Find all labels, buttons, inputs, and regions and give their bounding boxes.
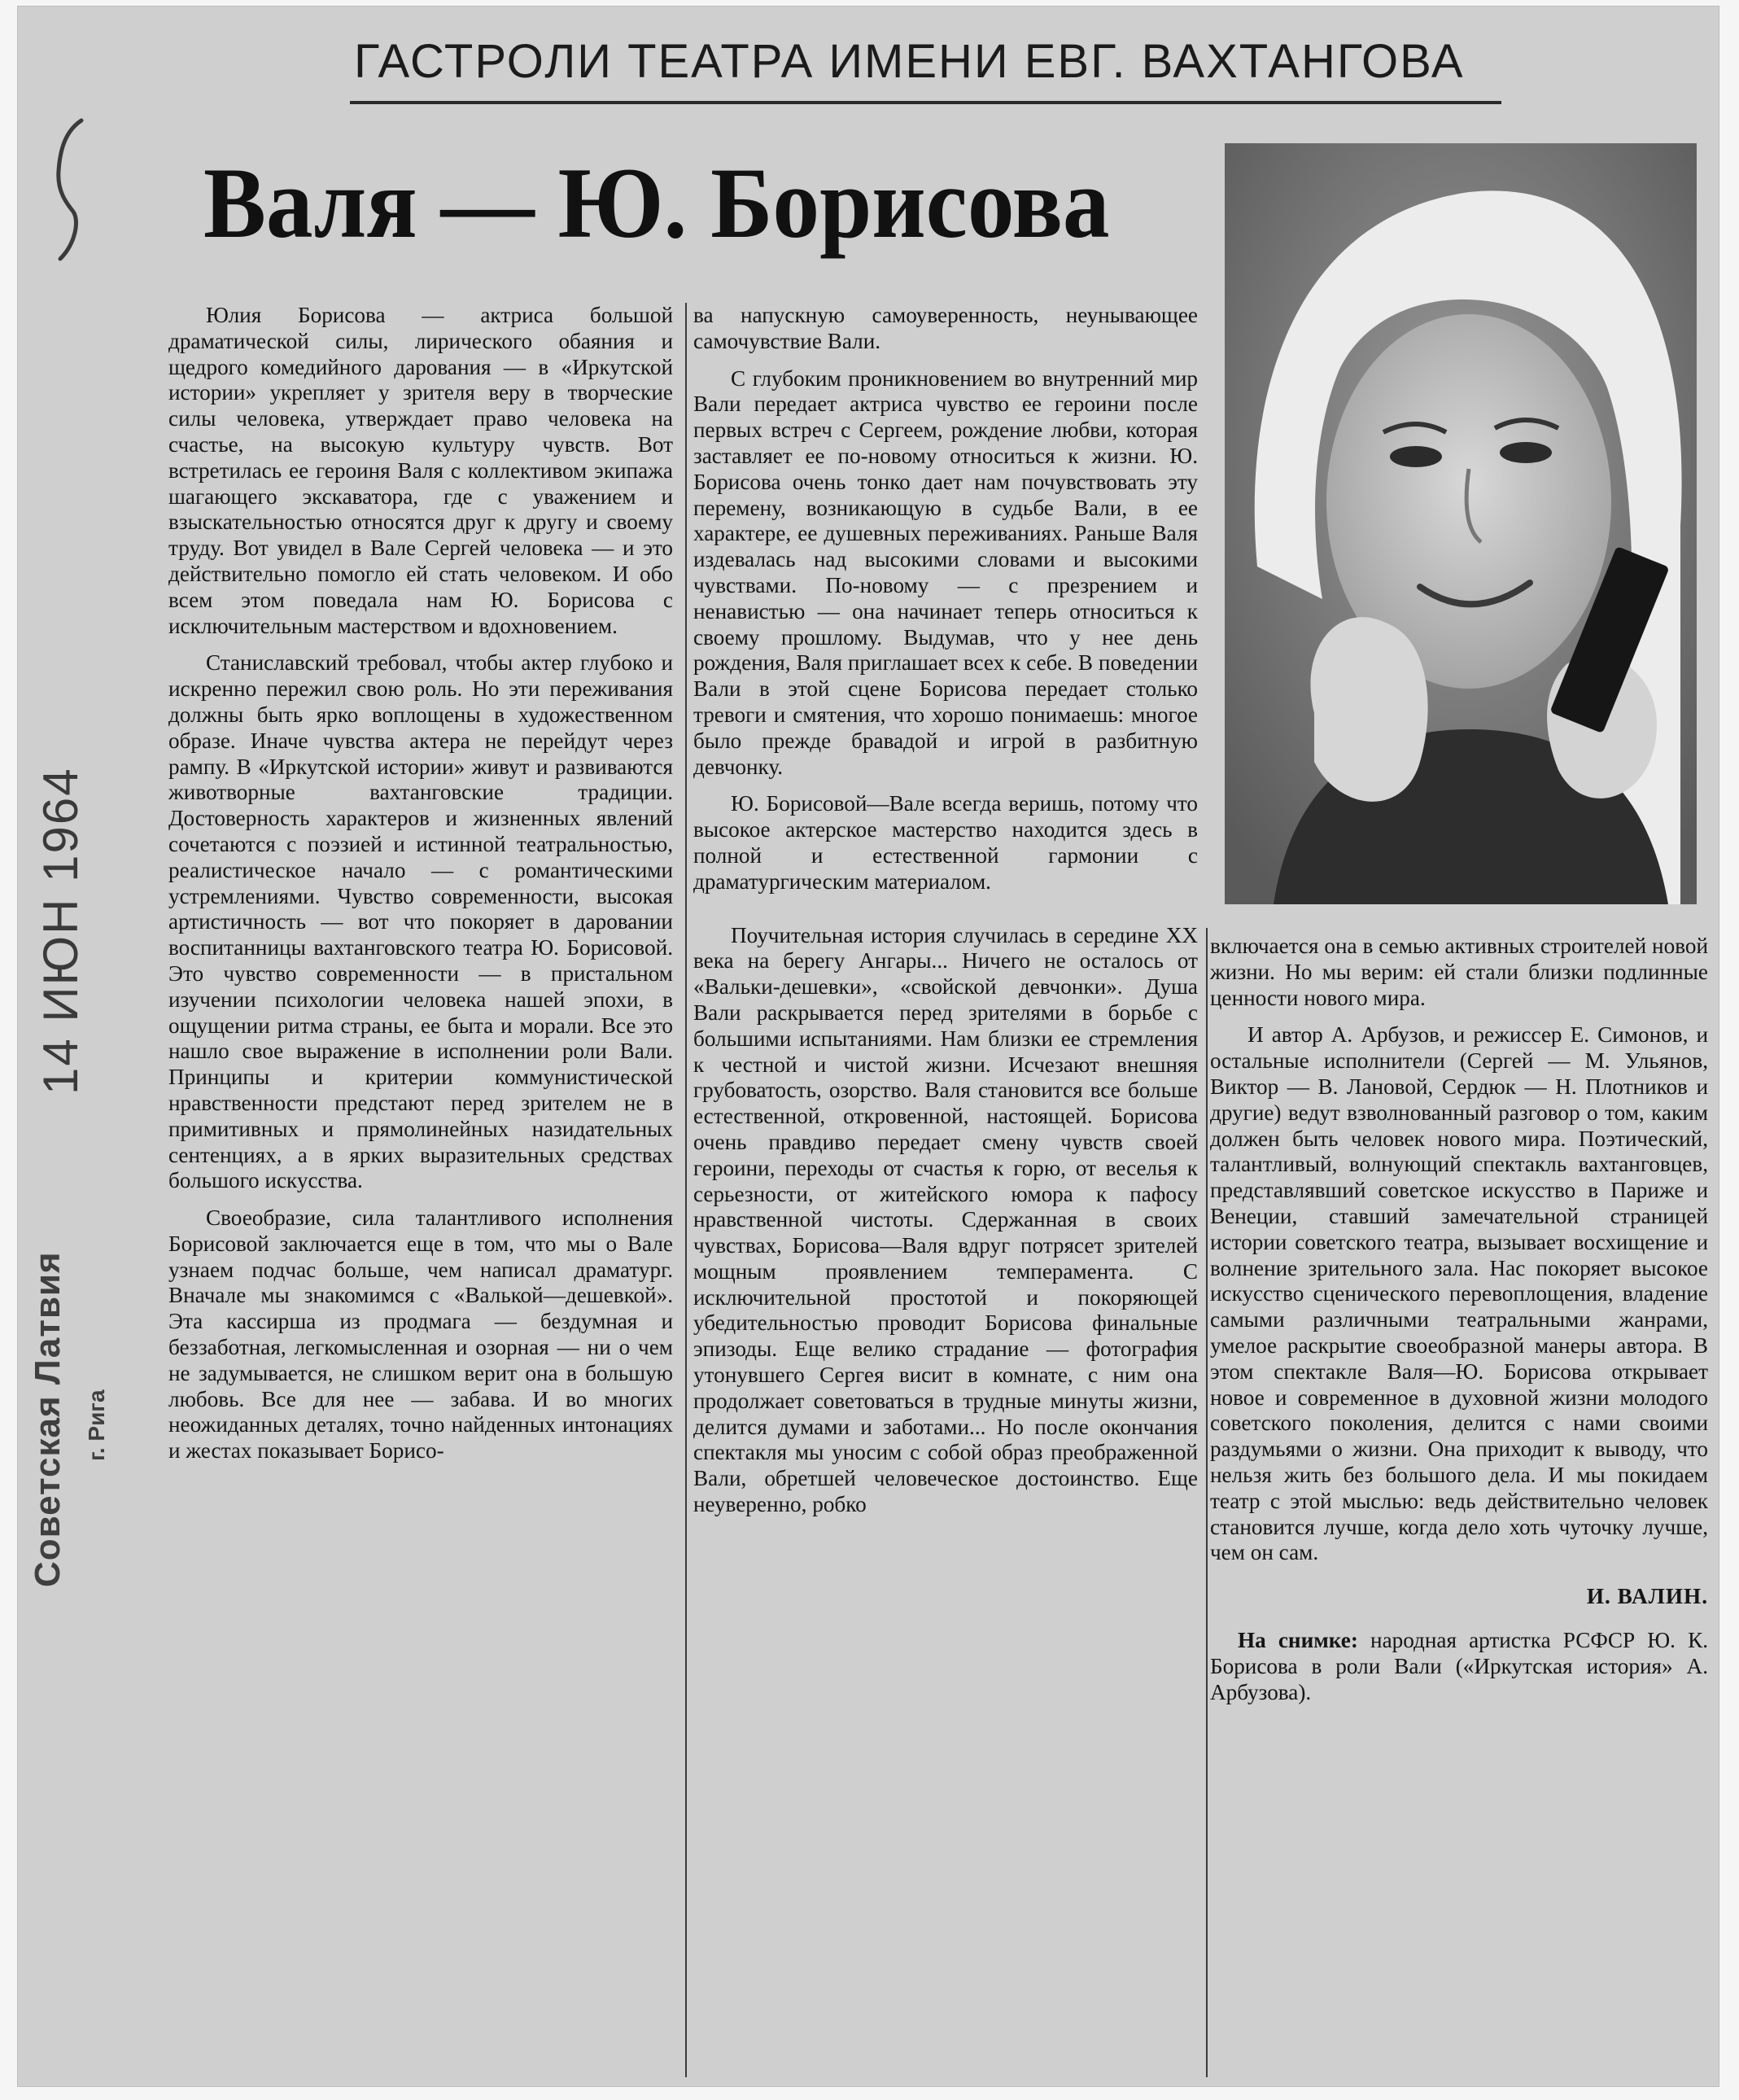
- stamp-city: г. Рига: [84, 1389, 109, 1461]
- article-column-3: [1210, 934, 1708, 1705]
- paragraph: Своеобразие, сила талантливого исполнения Борисовой заключается еще в том, что мы о Вале узнаем подчас больше, чем написал драматург. Вначале мы знакомимся с «Валькой—дешевкой». Эта кассирша из продмага — бездумная и беззаботная, легкомысленная и озорная — ни о чем не задумывается, не слишком верит она в большую любовь. Все для нее — забава. И во многих неожиданных деталях, точно найденных интонациях и жестах показывает Борисо-: [168, 1205, 673, 1463]
- column-divider: [685, 303, 687, 2077]
- stamp-newspaper-name: Советская Латвия: [28, 1251, 68, 1587]
- section-kicker: ГАСТРОЛИ ТЕАТРА ИМЕНИ ЕВГ. ВАХТАНГОВА: [354, 35, 1465, 88]
- paragraph: И автор А. Арбузов, и режиссер Е. Симонов, и остальные исполнители (Сергей — М. Ульянов, Виктор — В. Лановой, Сердюк — Н. Плотников и другие) ведут взволнованный разговор о том, каким должен быть человек нового мира. Поэтический, талантливый, волнующий спектакль вахтанговцев, представлявший советское искусство в Париже и Венеции, ставший замечательной страницей истории советского театра, вызывает восхищение и волнение зрительного зала. Нас покоряет высокое искусство сценического перевоплощения, владение самыми различными театральными жанрами, умелое раскрытие своеобразной манеры автора. В этом спектакле Валя—Ю. Борисова открывает новое и современное в духовной жизни молодого советского поколения, делится с нами своими раздумьями о жизни. Она приходит к выводу, что нельзя жить без большого дела. И мы покидаем театр с этой мыслью: ведь действительно человек становится лучше, когда дело хоть чуточку лучше, чем он сам.: [1210, 1022, 1708, 1565]
- kicker-underline: [350, 101, 1501, 104]
- photo-caption: [1210, 1628, 1708, 1705]
- handwritten-number-mark: [42, 114, 99, 269]
- paragraph: ва напускную самоуверенность, неунывающее самочувствие Вали.: [693, 303, 1198, 353]
- paragraph: Юлия Борисова — актриса большой драматической силы, лирического обаяния и щедрого комедийного дарования — в «Иркутской истории» укрепляет у зрителя веру в творческие силы человека, утверждает право человека на счастье, на высокую культуру чувств. Вот встретилась ее героиня Валя с коллективом экипажа шагающего экскаватора, где с уважением и взыскательностью относятся друг к другу и своему труду. Вот увидел в Вале Сергей человека — и это действительно помогло ей стать человеком. И обо всем этом поведала нам Ю. Борисова с исключительным мастерством и вдохновением.: [168, 303, 673, 638]
- column-divider: [1206, 928, 1208, 2077]
- article-headline: Валя — Ю. Борисова: [203, 147, 1110, 259]
- article-column-2: [693, 303, 1198, 1518]
- caption-label: На снимке:: [1238, 1627, 1358, 1652]
- stamp-date: 14 ИЮН 1964: [33, 767, 88, 1095]
- paragraph: С глубоким проникновением во внутренний мир Вали передает актриса чувство ее героини после первых встреч с Сергеем, рождение любви, которая заставляет ее по-новому относиться к жизни. Ю. Борисова очень тонко дает нам почувствовать эту перемену, возникающую в судьбе Вали, в ее характере, ее душевных переживаниях. Раньше Валя издевалась над высокими словами и высокими чувствами. По-новому — с презрением и ненавистью — она начинает теперь относиться к своему прошлому. Выдумав, что у нее день рождения, Валя приглашает всех к себе. В поведении Вали в этой сцене Борисова передает столько тревоги и смятения, что хорошо понимаешь: многое было прежде бравадой и игрой в разбитную девчонку.: [693, 365, 1198, 779]
- paragraph: Ю. Борисовой—Вале всегда веришь, потому что высокое актерское мастерство находится здесь в полной и естественной гармонии с драматургическим материалом.: [693, 791, 1198, 894]
- author-byline: И. ВАЛИН.: [1586, 1584, 1708, 1609]
- paragraph: Поучительная история случилась в середине XX века на берегу Ангары... Ничего не осталось от «Вальки-дешевки», «свойской девчонки». Душа Вали раскрывается перед зрителями в борьбе с большими испытаниями. Нам близки ее стремления к честной и чистой жизни. Исчезают внешняя грубоватость, озорство. Валя становится все больше естественной, откровенной, настоящей. Борисова очень правдиво передает смену чувств своей героини, переходы от счастья к горю, от веселья к серьезности, от житейского юмора к пафосу нравственной чистоты. Сдержанная в своих чувствах, Борисова—Валя вдруг потрясет зрителей мощным проявлением темперамента. С исключительной простотой и покоряющей убедительностью проводит Борисова финальные эпизоды. Еще велико страдание — фотография утонувшего Сергея висит в комнате, с ним она продолжает советоваться в трудные минуты жизни, делится думами и заботами... Но после окончания спектакля мы уносим с собой образ преображенной Вали, обретшей человеческое достоинство. Еще неуверенно, робко: [693, 922, 1198, 1517]
- paragraph: включается она в семью активных строителей новой жизни. Но мы верим: ей стали близки подлинные ценности нового мира.: [1210, 934, 1708, 1010]
- caption-text: народная артистка РСФСР Ю. К. Борисова в роли Вали («Иркутская история» А. Арбузова).: [1210, 1627, 1709, 1704]
- actress-photo: [1225, 143, 1697, 904]
- article-column-1: [168, 303, 673, 1464]
- paragraph: Станиславский требовал, чтобы актер глубоко и искренно пережил свою роль. Но эти переживания должны быть ярко воплощены в художественном образе. Иначе чувства актера не перейдут через рампу. В «Иркутской истории» живут и развиваются животворные вахтанговские традиции. Достоверность характеров и жизненных явлений сочетаются с поэзией и истинной театральностью, реалистическое начало — с романтическими устремлениями. Чувство современности, высокая артистичность — вот что покоряет в даровании воспитанницы вахтанговского театра Ю. Борисовой. Это чувство современности — в пристальном изучении психологии человека нашей эпохи, в ощущении ритма страны, ее быта и морали. Все это нашло свое выражение в исполнении роли Вали. Принципы и критерии коммунистической нравственности предстают перед зрителем не в примитивных и прямолинейных назидательных сентенциях, а в ярких выразительных средствах большого искусства.: [168, 650, 673, 1193]
